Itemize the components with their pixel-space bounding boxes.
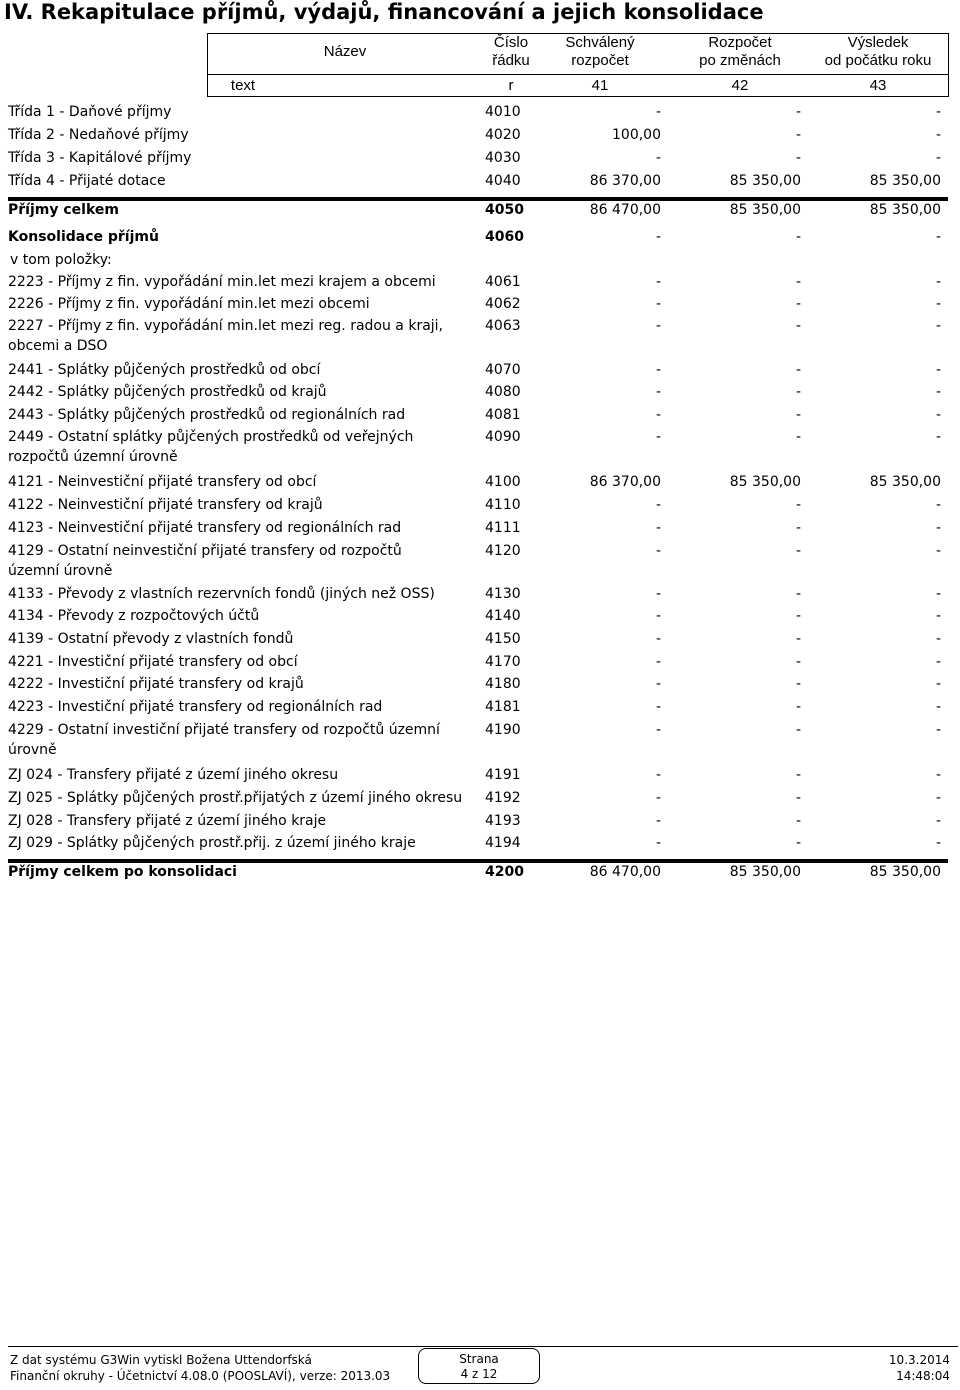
row-name: 4133 - Převody z vlastních rezervních fondů (jiných než OSS) xyxy=(8,586,435,602)
row-value-v3: - xyxy=(935,497,941,513)
row-value-v1: - xyxy=(655,150,661,166)
footer-printed-by: Z dat systému G3Win vytiskl Božena Uttendorfská xyxy=(10,1353,312,1367)
row-value-v3: 85 350,00 xyxy=(869,173,941,189)
row-value-v2: - xyxy=(795,407,801,423)
row-name: 4129 - Ostatní neinvestiční přijaté transfery od rozpočtů xyxy=(8,543,402,559)
row-value-v3: - xyxy=(935,790,941,806)
row-code: 4192 xyxy=(485,790,521,806)
row-value-v1: - xyxy=(655,274,661,290)
row-code: 4193 xyxy=(485,813,521,829)
row-value-v1: - xyxy=(655,790,661,806)
row-value-v3: 85 350,00 xyxy=(869,474,941,490)
row-value-v3: - xyxy=(935,296,941,312)
row-value-v2: - xyxy=(795,497,801,513)
row-name: Třída 1 - Daňové příjmy xyxy=(8,104,172,120)
row-name: 4223 - Investiční přijaté transfery od regionálních rad xyxy=(8,699,383,715)
row-name: 2442 - Splátky půjčených prostředků od krajů xyxy=(8,384,327,400)
row-code: 4063 xyxy=(485,318,521,334)
row-code: 4111 xyxy=(485,520,521,536)
header-cislo-2: řádku xyxy=(492,52,530,69)
page-value: 4 z 12 xyxy=(460,1367,498,1381)
row-value-v3: - xyxy=(935,362,941,378)
row-value-v3: - xyxy=(935,520,941,536)
page-label: Strana xyxy=(459,1352,499,1366)
row-value-v2: - xyxy=(795,543,801,559)
row-name: 2223 - Příjmy z fin. vypořádání min.let mezi krajem a obcemi xyxy=(8,274,436,290)
row-name: 4134 - Převody z rozpočtových účtů xyxy=(8,608,260,624)
row-code: 4130 xyxy=(485,586,521,602)
row-value-v2: - xyxy=(795,631,801,647)
row-value-v2: - xyxy=(795,362,801,378)
row-value-v3: - xyxy=(935,318,941,334)
footer-date: 10.3.2014 xyxy=(888,1353,950,1367)
row-name: 2227 - Příjmy z fin. vypořádání min.let mezi reg. radou a kraji, xyxy=(8,318,444,334)
row-value-v2: - xyxy=(795,699,801,715)
row-code: 4020 xyxy=(485,127,521,143)
row-value-v1: 86 370,00 xyxy=(589,173,661,189)
row-value-v3: - xyxy=(935,586,941,602)
row-code: 4200 xyxy=(485,864,524,880)
row-name: v tom položky: xyxy=(10,252,112,268)
row-value-v1: - xyxy=(655,813,661,829)
row-value-v3: - xyxy=(935,835,941,851)
row-value-v1: - xyxy=(655,362,661,378)
row-name: 2443 - Splátky půjčených prostředků od regionálních rad xyxy=(8,407,406,423)
row-value-v1: - xyxy=(655,497,661,513)
row-value-v1: 86 370,00 xyxy=(589,474,661,490)
row-value-v2: - xyxy=(795,790,801,806)
row-code: 4170 xyxy=(485,654,521,670)
row-name: 4121 - Neinvestiční přijaté transfery od obcí xyxy=(8,474,317,490)
row-name: ZJ 028 - Transfery přijaté z území jiného kraje xyxy=(8,813,327,829)
row-value-v1: - xyxy=(655,631,661,647)
row-name: 2226 - Příjmy z fin. vypořádání min.let mezi obcemi xyxy=(8,296,370,312)
row-name: 4122 - Neinvestiční přijaté transfery od krajů xyxy=(8,497,323,513)
row-code: 4110 xyxy=(485,497,521,513)
row-value-v3: - xyxy=(935,767,941,783)
row-value-v3: - xyxy=(935,608,941,624)
row-name: 4221 - Investiční přijaté transfery od obcí xyxy=(8,654,298,670)
row-value-v2: - xyxy=(795,229,801,245)
row-value-v2: - xyxy=(795,520,801,536)
header-vysledek-1: Výsledek xyxy=(847,34,909,51)
row-value-v1: - xyxy=(655,104,661,120)
header-sub-42: 42 xyxy=(731,77,749,94)
footer-divider xyxy=(8,1346,958,1347)
row-value-v3: - xyxy=(935,274,941,290)
row-name: ZJ 025 - Splátky půjčených prostř.přijatých z území jiného okresu xyxy=(8,790,463,806)
row-value-v1: - xyxy=(655,586,661,602)
row-value-v1: - xyxy=(655,229,661,245)
row-value-v3: - xyxy=(935,813,941,829)
row-value-v1: - xyxy=(655,676,661,692)
row-value-v2: 85 350,00 xyxy=(729,864,801,880)
row-value-v1: - xyxy=(655,407,661,423)
row-code: 4070 xyxy=(485,362,521,378)
row-value-v3: - xyxy=(935,654,941,670)
row-value-v2: - xyxy=(795,104,801,120)
row-code: 4010 xyxy=(485,104,521,120)
row-name: 2449 - Ostatní splátky půjčených prostředků od veřejných xyxy=(8,429,414,445)
row-name: 4229 - Ostatní investiční přijaté transfery od rozpočtů územní xyxy=(8,722,440,738)
row-name: ZJ 029 - Splátky půjčených prostř.přij. z území jiného kraje xyxy=(8,835,416,851)
row-value-v3: - xyxy=(935,407,941,423)
row-name-continued: obcemi a DSO xyxy=(8,338,108,354)
row-name: 4222 - Investiční přijaté transfery od krajů xyxy=(8,676,304,692)
row-value-v2: - xyxy=(795,676,801,692)
row-value-v3: - xyxy=(935,722,941,738)
row-name: 2441 - Splátky půjčených prostředků od obcí xyxy=(8,362,321,378)
row-code: 4180 xyxy=(485,676,521,692)
table-row xyxy=(8,197,948,218)
row-value-v2: - xyxy=(795,429,801,445)
row-code: 4120 xyxy=(485,543,521,559)
header-rozpocet-1: Rozpočet xyxy=(708,34,772,51)
row-value-v1: 86 470,00 xyxy=(589,864,661,880)
row-code: 4100 xyxy=(485,474,521,490)
header-sub-41: 41 xyxy=(591,77,609,94)
row-name: 4139 - Ostatní převody z vlastních fondů xyxy=(8,631,294,647)
row-code: 4181 xyxy=(485,699,521,715)
row-value-v3: - xyxy=(935,150,941,166)
header-rozpocet-2: po změnách xyxy=(699,52,781,69)
header-schvaleny-1: Schválený xyxy=(565,34,635,51)
row-value-v2: - xyxy=(795,835,801,851)
row-name: Třída 4 - Přijaté dotace xyxy=(8,173,166,189)
row-value-v2: - xyxy=(795,586,801,602)
row-value-v2: - xyxy=(795,150,801,166)
row-code: 4080 xyxy=(485,384,521,400)
row-value-v3: - xyxy=(935,384,941,400)
row-value-v2: 85 350,00 xyxy=(729,474,801,490)
row-value-v3: - xyxy=(935,699,941,715)
row-name: ZJ 024 - Transfery přijaté z území jiného okresu xyxy=(8,767,339,783)
row-value-v2: - xyxy=(795,384,801,400)
row-code: 4062 xyxy=(485,296,521,312)
row-value-v1: - xyxy=(655,296,661,312)
row-value-v1: - xyxy=(655,767,661,783)
row-code: 4030 xyxy=(485,150,521,166)
row-code: 4050 xyxy=(485,202,524,218)
row-name-continued: úrovně xyxy=(8,742,57,758)
row-value-v3: - xyxy=(935,229,941,245)
row-value-v1: - xyxy=(655,835,661,851)
row-code: 4040 xyxy=(485,173,521,189)
row-value-v3: - xyxy=(935,127,941,143)
row-value-v2: - xyxy=(795,767,801,783)
row-value-v2: 85 350,00 xyxy=(729,173,801,189)
row-value-v1: - xyxy=(655,520,661,536)
row-value-v1: - xyxy=(655,429,661,445)
page-number-box xyxy=(418,1348,540,1384)
row-value-v1: 100,00 xyxy=(612,127,661,143)
row-name: Příjmy celkem po konsolidaci xyxy=(8,864,237,880)
row-code: 4150 xyxy=(485,631,521,647)
row-value-v1: 86 470,00 xyxy=(589,202,661,218)
header-nazev: Název xyxy=(323,43,367,60)
header-sub-r: r xyxy=(508,77,514,94)
row-value-v2: - xyxy=(795,296,801,312)
row-code: 4061 xyxy=(485,274,521,290)
row-name: 4123 - Neinvestiční přijaté transfery od regionálních rad xyxy=(8,520,402,536)
row-name: Třída 3 - Kapitálové příjmy xyxy=(8,150,192,166)
row-value-v2: 85 350,00 xyxy=(729,202,801,218)
row-name-continued: rozpočtů územní úrovně xyxy=(8,449,178,465)
header-sub-43: 43 xyxy=(869,77,887,94)
row-value-v3: - xyxy=(935,543,941,559)
row-value-v2: - xyxy=(795,722,801,738)
row-value-v2: - xyxy=(795,318,801,334)
row-value-v1: - xyxy=(655,654,661,670)
row-code: 4140 xyxy=(485,608,521,624)
row-name: Příjmy celkem xyxy=(8,202,119,218)
footer-software: Finanční okruhy - Účetnictví 4.08.0 (POOSLAVÍ), verze: 2013.03 xyxy=(10,1369,391,1383)
row-name: Konsolidace příjmů xyxy=(8,229,159,245)
row-value-v1: - xyxy=(655,318,661,334)
row-name: Třída 2 - Nedaňové příjmy xyxy=(8,127,189,143)
row-code: 4194 xyxy=(485,835,521,851)
row-code: 4081 xyxy=(485,407,521,423)
header-sub-text: text xyxy=(230,77,256,94)
row-name-continued: územní úrovně xyxy=(8,563,113,579)
row-code: 4090 xyxy=(485,429,521,445)
row-value-v1: - xyxy=(655,384,661,400)
row-value-v2: - xyxy=(795,608,801,624)
row-value-v3: - xyxy=(935,631,941,647)
header-vysledek-2: od počátku roku xyxy=(824,52,932,69)
row-value-v1: - xyxy=(655,543,661,559)
footer-time: 14:48:04 xyxy=(896,1369,950,1383)
row-value-v2: - xyxy=(795,127,801,143)
table-row xyxy=(8,859,948,880)
row-value-v3: - xyxy=(935,676,941,692)
header-schvaleny-2: rozpočet xyxy=(571,52,629,69)
header-cislo-1: Číslo xyxy=(493,34,529,51)
row-value-v1: - xyxy=(655,699,661,715)
row-value-v3: 85 350,00 xyxy=(869,864,941,880)
row-code: 4190 xyxy=(485,722,521,738)
row-value-v3: - xyxy=(935,429,941,445)
row-value-v2: - xyxy=(795,274,801,290)
row-code: 4191 xyxy=(485,767,521,783)
row-value-v3: - xyxy=(935,104,941,120)
page-title: IV. Rekapitulace příjmů, výdajů, financování a jejich konsolidace xyxy=(4,0,764,24)
row-value-v1: - xyxy=(655,608,661,624)
row-value-v3: 85 350,00 xyxy=(869,202,941,218)
row-value-v1: - xyxy=(655,722,661,738)
row-value-v2: - xyxy=(795,654,801,670)
row-value-v2: - xyxy=(795,813,801,829)
row-code: 4060 xyxy=(485,229,524,245)
